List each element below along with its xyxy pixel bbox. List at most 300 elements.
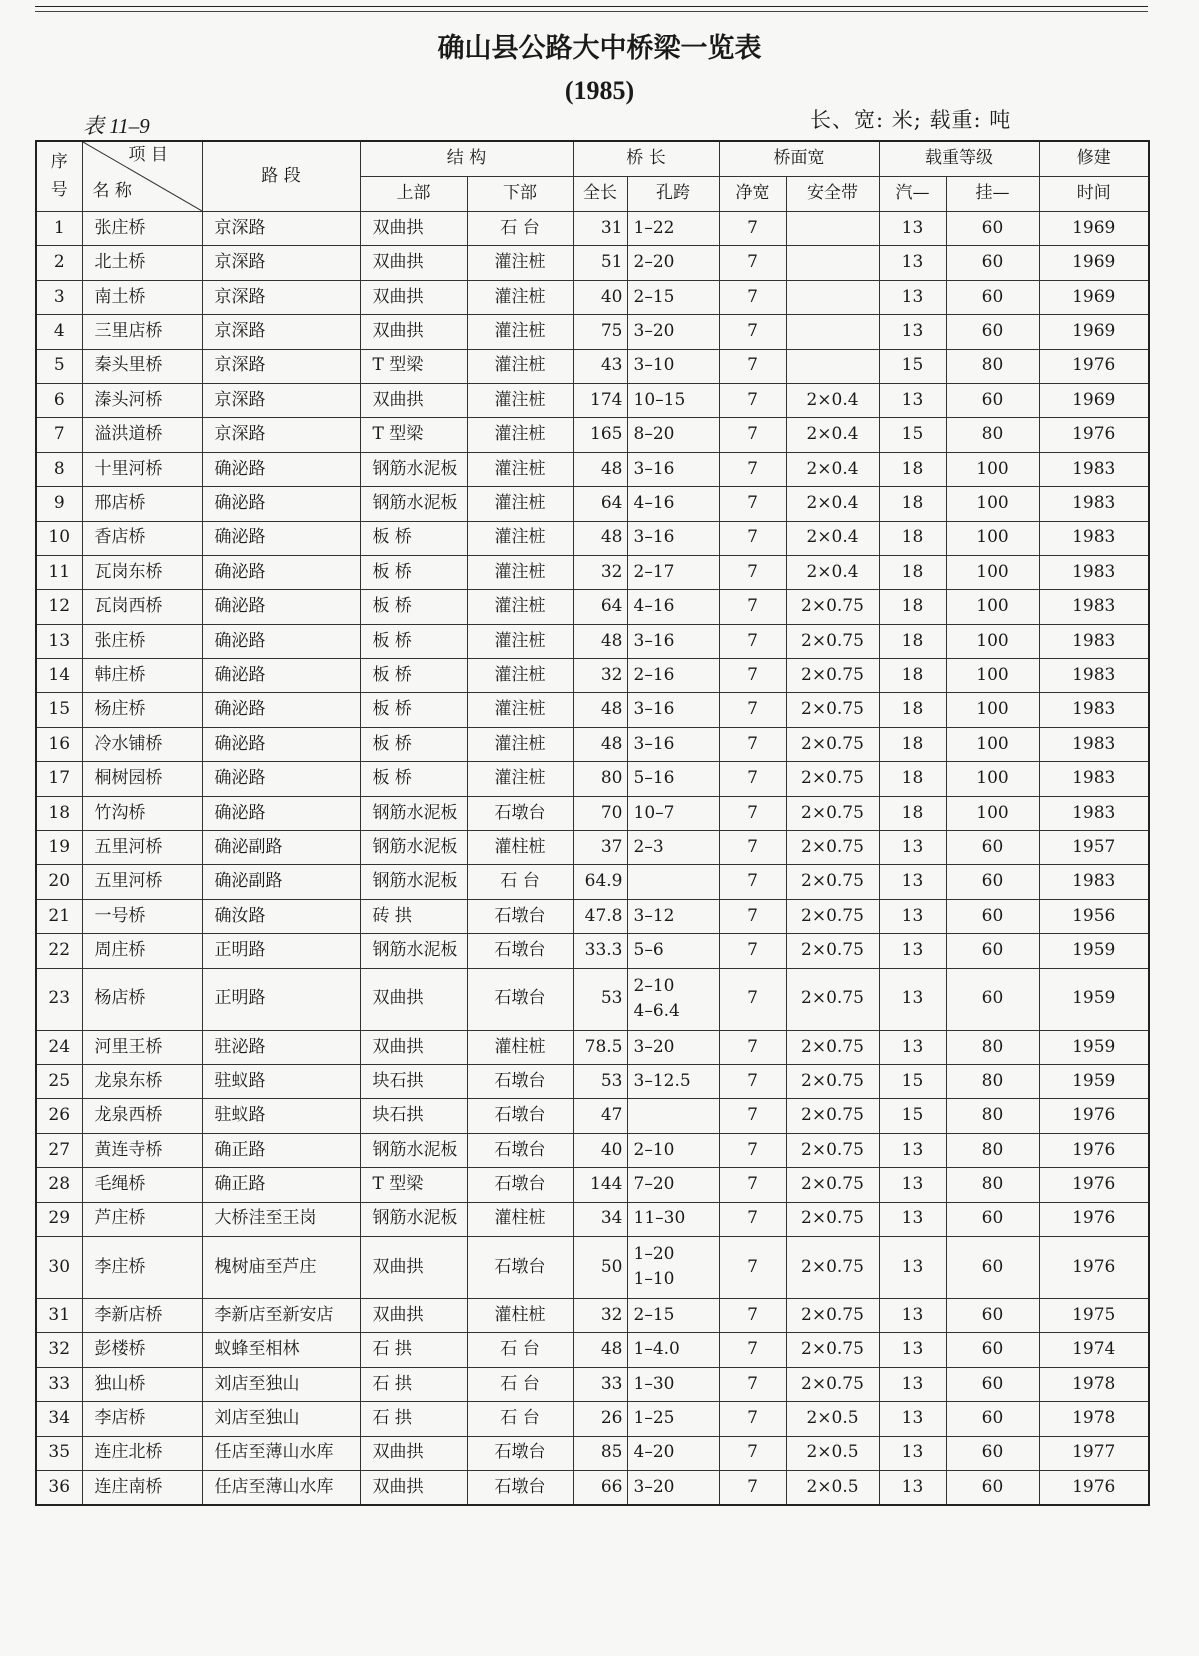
cell-total: 48 (573, 693, 627, 727)
table-row (36, 1298, 1149, 1332)
cell-car: 18 (879, 590, 946, 624)
cell-net: 7 (719, 934, 786, 968)
table-row (36, 383, 1149, 417)
cell-lower: 灌注桩 (467, 315, 573, 349)
cell-net: 7 (719, 555, 786, 589)
cell-trailer: 100 (946, 590, 1039, 624)
table-number: 表 11–9 (83, 114, 150, 138)
cell-car: 13 (879, 1333, 946, 1367)
cell-car: 13 (879, 1168, 946, 1202)
cell-upper: 双曲拱 (360, 383, 467, 417)
cell-car: 13 (879, 280, 946, 314)
cell-year: 1975 (1039, 1298, 1149, 1332)
cell-year: 1983 (1039, 521, 1149, 555)
cell-belt: 2×0.4 (786, 418, 879, 452)
cell-year: 1976 (1039, 1168, 1149, 1202)
cell-no: 9 (36, 487, 82, 521)
cell-year: 1983 (1039, 452, 1149, 486)
cell-span (627, 1236, 719, 1298)
cell-year: 1983 (1039, 865, 1149, 899)
cell-car: 13 (879, 315, 946, 349)
table-row (36, 212, 1149, 246)
cell-no: 21 (36, 899, 82, 933)
table-row (36, 555, 1149, 589)
cell-belt: 2×0.4 (786, 487, 879, 521)
table-row (36, 590, 1149, 624)
cell-belt: 2×0.5 (786, 1436, 879, 1470)
cell-road: 京深路 (202, 212, 360, 246)
cell-name: 邢店桥 (82, 487, 202, 521)
cell-year: 1976 (1039, 1099, 1149, 1133)
cell-net: 7 (719, 418, 786, 452)
cell-name: 张庄桥 (82, 212, 202, 246)
cell-upper: 板 桥 (360, 555, 467, 589)
cell-car: 18 (879, 487, 946, 521)
cell-span: 3–16 (627, 452, 719, 486)
cell-no: 24 (36, 1030, 82, 1064)
cell-span: 4–20 (627, 1436, 719, 1470)
cell-upper: 双曲拱 (360, 1298, 467, 1332)
table-row (36, 349, 1149, 383)
table-row (36, 1030, 1149, 1064)
table-row (36, 899, 1149, 933)
cell-upper: 钢筋水泥板 (360, 796, 467, 830)
cell-no: 22 (36, 934, 82, 968)
cell-net: 7 (719, 246, 786, 280)
cell-car: 13 (879, 1470, 946, 1504)
cell-road: 确泌路 (202, 590, 360, 624)
header-load-grade: 载重等级 (879, 141, 1039, 177)
cell-road: 确泌路 (202, 659, 360, 693)
cell-no: 17 (36, 762, 82, 796)
cell-upper: 双曲拱 (360, 1236, 467, 1298)
table-row (36, 1133, 1149, 1167)
cell-lower: 灌注桩 (467, 280, 573, 314)
cell-year: 1983 (1039, 727, 1149, 761)
cell-net: 7 (719, 1064, 786, 1098)
cell-year: 1957 (1039, 831, 1149, 865)
cell-name: 秦头里桥 (82, 349, 202, 383)
cell-belt: 2×0.75 (786, 796, 879, 830)
cell-net: 7 (719, 1030, 786, 1064)
cell-road: 确正路 (202, 1168, 360, 1202)
cell-span: 2–10 (627, 1133, 719, 1167)
cell-span: 2–17 (627, 555, 719, 589)
cell-name: 竹沟桥 (82, 796, 202, 830)
header-structure: 结 构 (360, 141, 573, 177)
cell-total: 53 (573, 1064, 627, 1098)
cell-lower: 石 台 (467, 1367, 573, 1401)
cell-car: 18 (879, 727, 946, 761)
cell-name: 龙泉西桥 (82, 1099, 202, 1133)
cell-lower: 灌注桩 (467, 246, 573, 280)
cell-total: 85 (573, 1436, 627, 1470)
cell-name: 桐树园桥 (82, 762, 202, 796)
cell-upper: 双曲拱 (360, 246, 467, 280)
cell-no: 28 (36, 1168, 82, 1202)
cell-car: 18 (879, 555, 946, 589)
cell-trailer: 80 (946, 1133, 1039, 1167)
cell-span: 2–15 (627, 1298, 719, 1332)
cell-upper: 钢筋水泥板 (360, 934, 467, 968)
cell-lower: 灌柱桩 (467, 1298, 573, 1332)
cell-net: 7 (719, 899, 786, 933)
cell-name: 五里河桥 (82, 865, 202, 899)
table-row (36, 1470, 1149, 1504)
top-rule (35, 6, 1148, 7)
cell-total: 48 (573, 1333, 627, 1367)
header-total: 全长 (573, 177, 627, 212)
cell-upper: 石 拱 (360, 1333, 467, 1367)
cell-trailer: 100 (946, 727, 1039, 761)
cell-no: 20 (36, 865, 82, 899)
cell-no: 15 (36, 693, 82, 727)
cell-span: 1–4.0 (627, 1333, 719, 1367)
cell-lower: 石墩台 (467, 796, 573, 830)
cell-net: 7 (719, 349, 786, 383)
cell-car: 18 (879, 521, 946, 555)
cell-belt: 2×0.75 (786, 1168, 879, 1202)
cell-span (627, 865, 719, 899)
cell-name: 周庄桥 (82, 934, 202, 968)
cell-total: 80 (573, 762, 627, 796)
header-car: 汽— (879, 177, 946, 212)
cell-trailer: 60 (946, 212, 1039, 246)
cell-no: 16 (36, 727, 82, 761)
cell-total: 64 (573, 487, 627, 521)
cell-total: 48 (573, 521, 627, 555)
table-row (36, 1202, 1149, 1236)
cell-name: 芦庄桥 (82, 1202, 202, 1236)
table-row (36, 1236, 1149, 1298)
table-row (36, 865, 1149, 899)
cell-upper: 石 拱 (360, 1402, 467, 1436)
cell-total: 32 (573, 555, 627, 589)
cell-trailer: 60 (946, 1436, 1039, 1470)
cell-trailer: 100 (946, 555, 1039, 589)
cell-no: 1 (36, 212, 82, 246)
cell-total: 37 (573, 831, 627, 865)
cell-name: 张庄桥 (82, 624, 202, 658)
cell-road: 确泌副路 (202, 865, 360, 899)
cell-road: 槐树庙至芦庄 (202, 1236, 360, 1298)
top-rule-thin (35, 11, 1148, 12)
cell-span-line-1: 2–10 (633, 975, 675, 996)
header-deck-width: 桥面宽 (719, 141, 879, 177)
cell-belt: 2×0.75 (786, 831, 879, 865)
cell-span: 2–15 (627, 280, 719, 314)
cell-total: 144 (573, 1168, 627, 1202)
cell-trailer: 80 (946, 1099, 1039, 1133)
cell-net: 7 (719, 831, 786, 865)
cell-car: 18 (879, 452, 946, 486)
cell-road: 确泌路 (202, 624, 360, 658)
cell-name: 溢洪道桥 (82, 418, 202, 452)
cell-belt: 2×0.75 (786, 1236, 879, 1298)
cell-span: 2–3 (627, 831, 719, 865)
cell-upper: 钢筋水泥板 (360, 831, 467, 865)
cell-trailer: 60 (946, 280, 1039, 314)
table-row (36, 246, 1149, 280)
cell-span: 5–6 (627, 934, 719, 968)
cell-no: 34 (36, 1402, 82, 1436)
cell-no: 13 (36, 624, 82, 658)
cell-no: 29 (36, 1202, 82, 1236)
cell-belt: 2×0.4 (786, 452, 879, 486)
cell-net: 7 (719, 624, 786, 658)
cell-lower: 灌注桩 (467, 487, 573, 521)
table-row (36, 659, 1149, 693)
cell-lower: 石 台 (467, 1402, 573, 1436)
cell-trailer: 100 (946, 762, 1039, 796)
cell-no: 32 (36, 1333, 82, 1367)
cell-trailer: 60 (946, 1202, 1039, 1236)
cell-span: 2–16 (627, 659, 719, 693)
cell-upper: 双曲拱 (360, 1030, 467, 1064)
cell-road: 京深路 (202, 280, 360, 314)
bridge-table (35, 140, 1150, 1506)
cell-upper: 板 桥 (360, 693, 467, 727)
cell-belt: 2×0.75 (786, 1367, 879, 1401)
cell-net: 7 (719, 212, 786, 246)
table-row (36, 624, 1149, 658)
cell-belt: 2×0.75 (786, 1099, 879, 1133)
cell-lower: 灌注桩 (467, 521, 573, 555)
cell-total: 48 (573, 452, 627, 486)
cell-trailer: 80 (946, 1064, 1039, 1098)
cell-total: 34 (573, 1202, 627, 1236)
cell-total: 75 (573, 315, 627, 349)
cell-net: 7 (719, 968, 786, 1030)
cell-year: 1978 (1039, 1367, 1149, 1401)
cell-belt: 2×0.75 (786, 590, 879, 624)
cell-lower: 石墩台 (467, 1436, 573, 1470)
cell-trailer: 100 (946, 693, 1039, 727)
cell-road: 确泌路 (202, 727, 360, 761)
cell-trailer: 60 (946, 1367, 1039, 1401)
table-row (36, 1367, 1149, 1401)
cell-lower: 灌注桩 (467, 762, 573, 796)
cell-name: 香店桥 (82, 521, 202, 555)
cell-road: 京深路 (202, 315, 360, 349)
cell-span-line-2: 1–10 (633, 1269, 675, 1290)
cell-year: 1983 (1039, 487, 1149, 521)
cell-road: 任店至薄山水库 (202, 1436, 360, 1470)
cell-total: 47 (573, 1099, 627, 1133)
cell-net: 7 (719, 487, 786, 521)
cell-total: 48 (573, 624, 627, 658)
cell-trailer: 100 (946, 452, 1039, 486)
cell-no: 11 (36, 555, 82, 589)
cell-total: 26 (573, 1402, 627, 1436)
cell-span: 3–16 (627, 521, 719, 555)
cell-car: 18 (879, 659, 946, 693)
cell-road: 确泌路 (202, 796, 360, 830)
cell-upper: 板 桥 (360, 624, 467, 658)
cell-car: 13 (879, 383, 946, 417)
page-subtitle-year: (1985) (564, 76, 635, 105)
cell-road: 正明路 (202, 968, 360, 1030)
cell-lower: 石墩台 (467, 968, 573, 1030)
cell-year: 1969 (1039, 212, 1149, 246)
cell-trailer: 100 (946, 521, 1039, 555)
cell-upper: 钢筋水泥板 (360, 1202, 467, 1236)
cell-road: 刘店至独山 (202, 1367, 360, 1401)
table-row (36, 968, 1149, 1030)
cell-span: 1–22 (627, 212, 719, 246)
header-net-width: 净宽 (719, 177, 786, 212)
cell-car: 13 (879, 1436, 946, 1470)
cell-road: 刘店至独山 (202, 1402, 360, 1436)
cell-road: 确泌路 (202, 693, 360, 727)
cell-belt: 2×0.75 (786, 1202, 879, 1236)
cell-upper: 钢筋水泥板 (360, 452, 467, 486)
cell-upper: 双曲拱 (360, 1436, 467, 1470)
cell-span: 3–16 (627, 727, 719, 761)
cell-trailer: 100 (946, 487, 1039, 521)
cell-year: 1983 (1039, 659, 1149, 693)
cell-total: 70 (573, 796, 627, 830)
cell-name: 三里店桥 (82, 315, 202, 349)
cell-span: 3–20 (627, 1470, 719, 1504)
cell-road: 驻蚁路 (202, 1064, 360, 1098)
cell-year: 1983 (1039, 762, 1149, 796)
cell-name: 独山桥 (82, 1367, 202, 1401)
cell-car: 15 (879, 1099, 946, 1133)
cell-total: 66 (573, 1470, 627, 1504)
cell-road: 确泌路 (202, 555, 360, 589)
cell-name: 溱头河桥 (82, 383, 202, 417)
cell-net: 7 (719, 452, 786, 486)
cell-trailer: 60 (946, 383, 1039, 417)
cell-car: 13 (879, 1236, 946, 1298)
cell-total: 78.5 (573, 1030, 627, 1064)
cell-no: 30 (36, 1236, 82, 1298)
cell-belt: 2×0.4 (786, 383, 879, 417)
cell-belt (786, 280, 879, 314)
cell-span (627, 1099, 719, 1133)
cell-total: 64 (573, 590, 627, 624)
cell-year: 1969 (1039, 246, 1149, 280)
cell-year: 1983 (1039, 624, 1149, 658)
cell-lower: 灌注桩 (467, 418, 573, 452)
cell-no: 36 (36, 1470, 82, 1504)
cell-net: 7 (719, 1168, 786, 1202)
cell-upper: 钢筋水泥板 (360, 865, 467, 899)
cell-no: 35 (36, 1436, 82, 1470)
cell-name: 毛绳桥 (82, 1168, 202, 1202)
cell-span-line-2: 4–6.4 (633, 1001, 680, 1022)
cell-lower: 灌柱桩 (467, 1030, 573, 1064)
cell-lower: 灌注桩 (467, 452, 573, 486)
cell-belt: 2×0.75 (786, 1133, 879, 1167)
cell-name: 冷水铺桥 (82, 727, 202, 761)
cell-span: 7–20 (627, 1168, 719, 1202)
cell-upper: 砖 拱 (360, 899, 467, 933)
cell-year: 1956 (1039, 899, 1149, 933)
cell-upper: 钢筋水泥板 (360, 487, 467, 521)
cell-net: 7 (719, 383, 786, 417)
cell-no: 23 (36, 968, 82, 1030)
cell-trailer: 60 (946, 934, 1039, 968)
cell-belt: 2×0.75 (786, 762, 879, 796)
cell-name: 李店桥 (82, 1402, 202, 1436)
cell-road: 确泌路 (202, 521, 360, 555)
cell-lower: 石墩台 (467, 1064, 573, 1098)
cell-road: 京深路 (202, 418, 360, 452)
cell-upper: 双曲拱 (360, 280, 467, 314)
cell-net: 7 (719, 1470, 786, 1504)
cell-net: 7 (719, 796, 786, 830)
cell-no: 8 (36, 452, 82, 486)
table-row (36, 452, 1149, 486)
cell-upper: 块石拱 (360, 1064, 467, 1098)
cell-belt: 2×0.75 (786, 727, 879, 761)
cell-year: 1959 (1039, 934, 1149, 968)
table-row (36, 1099, 1149, 1133)
cell-road: 蚁蜂至相林 (202, 1333, 360, 1367)
cell-road: 京深路 (202, 383, 360, 417)
cell-net: 7 (719, 1236, 786, 1298)
cell-road: 京深路 (202, 349, 360, 383)
cell-lower: 石墩台 (467, 1470, 573, 1504)
cell-trailer: 60 (946, 315, 1039, 349)
cell-upper: 双曲拱 (360, 212, 467, 246)
cell-total: 32 (573, 1298, 627, 1332)
cell-name: 连庄北桥 (82, 1436, 202, 1470)
cell-car: 18 (879, 762, 946, 796)
header-span: 孔跨 (627, 177, 719, 212)
cell-lower: 灌注桩 (467, 659, 573, 693)
cell-lower: 灌注桩 (467, 555, 573, 589)
table-row (36, 934, 1149, 968)
cell-span: 10–7 (627, 796, 719, 830)
cell-belt: 2×0.75 (786, 899, 879, 933)
cell-car: 13 (879, 1367, 946, 1401)
cell-span: 3–16 (627, 624, 719, 658)
cell-year: 1976 (1039, 349, 1149, 383)
header-bridge-length: 桥 长 (573, 141, 719, 177)
cell-no: 26 (36, 1099, 82, 1133)
cell-year: 1976 (1039, 1236, 1149, 1298)
cell-year: 1983 (1039, 796, 1149, 830)
cell-no: 19 (36, 831, 82, 865)
cell-year: 1959 (1039, 968, 1149, 1030)
cell-road: 李新店至新安店 (202, 1298, 360, 1332)
table-row (36, 831, 1149, 865)
units-note: 长、宽: 米; 载重: 吨 (810, 108, 1012, 132)
table-body (36, 212, 1149, 1505)
cell-no: 31 (36, 1298, 82, 1332)
table-row (36, 1333, 1149, 1367)
cell-total: 33 (573, 1367, 627, 1401)
cell-car: 15 (879, 1064, 946, 1098)
cell-net: 7 (719, 1298, 786, 1332)
cell-year: 1983 (1039, 555, 1149, 589)
cell-trailer: 60 (946, 865, 1039, 899)
table-row (36, 1436, 1149, 1470)
cell-name: 彭楼桥 (82, 1333, 202, 1367)
cell-car: 15 (879, 349, 946, 383)
cell-road: 正明路 (202, 934, 360, 968)
table-row (36, 1064, 1149, 1098)
header-time: 时间 (1039, 177, 1149, 212)
header-upper: 上部 (360, 177, 467, 212)
cell-year: 1983 (1039, 693, 1149, 727)
cell-trailer: 100 (946, 624, 1039, 658)
cell-total: 40 (573, 280, 627, 314)
cell-name: 瓦岗东桥 (82, 555, 202, 589)
